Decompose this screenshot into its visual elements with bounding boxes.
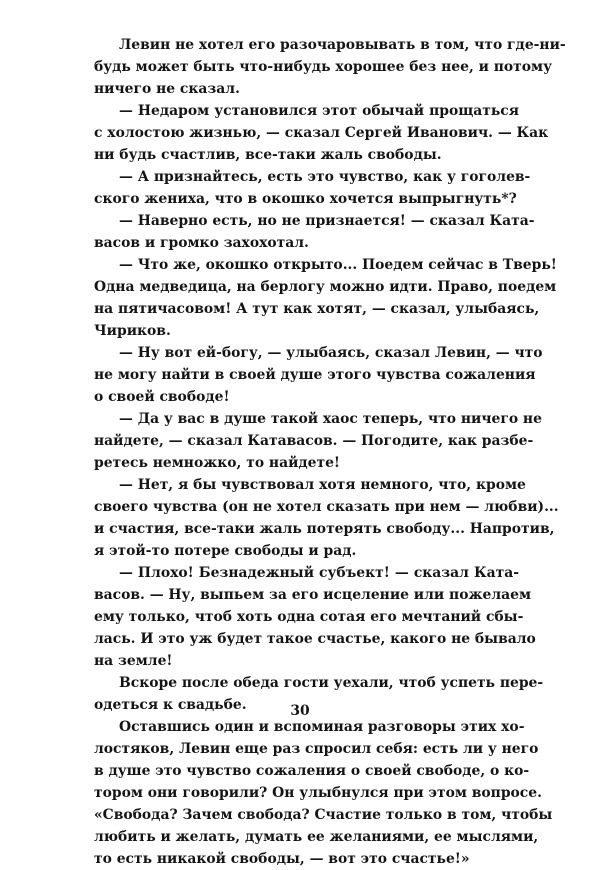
paragraph bbox=[94, 34, 566, 100]
text-line: Вскоре после обеда гости уехали, чтоб успеть пере- bbox=[119, 675, 544, 691]
paragraph bbox=[94, 408, 542, 474]
text-line: ему только, чтоб хоть одна сотая его мечтаний сбы- bbox=[94, 609, 524, 625]
text-line: «Свобода? Зачем свобода? Счастие только в том, чтобы bbox=[94, 807, 553, 823]
text-line: будь может быть что-нибудь хорошее без нее, и потому bbox=[94, 59, 553, 75]
text-line: — Плохо! Безнадежный субъект! — сказал Ката- bbox=[119, 565, 519, 581]
text-line: на пятичасовом! А тут как хотят, — сказал, улыбаясь, bbox=[94, 301, 540, 317]
text-line: на земле! bbox=[94, 653, 173, 669]
text-line: одеться к свадьбе. bbox=[94, 697, 247, 713]
text-line: — Наверно есть, но не признается! — сказал Ката- bbox=[119, 213, 535, 229]
text-line: не могу найти в своей душе этого чувства сожаления bbox=[94, 367, 536, 383]
paragraph bbox=[94, 100, 549, 166]
text-line: ни будь счастлив, все-таки жаль свободы. bbox=[94, 147, 442, 163]
text-line: лостяков, Левин еще раз спросил себя: есть ли у него bbox=[94, 741, 539, 757]
text-line: своего чувства (он не хотел сказать при нем — любви)... bbox=[94, 499, 559, 515]
text-line: васов и громко захохотал. bbox=[94, 235, 309, 251]
text-line: с холостою жизнью, — сказал Сергей Иванович. — Как bbox=[94, 125, 549, 141]
text-line: любить и желать, думать ее желаниями, ее мыслями, bbox=[94, 829, 539, 845]
text-line: я этой-то потере свободы и рад. bbox=[94, 543, 357, 559]
text-line: Одна медведица, на берлогу можно идти. Право, поедем bbox=[94, 279, 557, 295]
text-line: найдете, — сказал Катавасов. — Погодите, как разбе- bbox=[94, 433, 534, 449]
paragraph bbox=[94, 474, 559, 562]
paragraph bbox=[94, 210, 535, 254]
text-line: — Недаром установился этот обычай прощаться bbox=[119, 103, 519, 119]
text-line: о своей свободе! bbox=[94, 389, 230, 405]
text-line: — Ну вот ей-богу, — улыбаясь, сказал Левин, — что bbox=[119, 345, 543, 361]
text-line: то есть никакой свободы, — вот это счастье!» bbox=[94, 851, 470, 867]
paragraph bbox=[94, 716, 553, 870]
text-line: ничего не сказал. bbox=[94, 81, 240, 97]
paragraph bbox=[94, 562, 536, 672]
text-line: в душе это чувство сожаления о своей свободе, о ко- bbox=[94, 763, 530, 779]
text-line: — Нет, я бы чувствовал хотя немного, что, кроме bbox=[119, 477, 526, 493]
text-line: ретесь немножко, то найдете! bbox=[94, 455, 341, 471]
text-line: лась. И это уж будет такое счастье, какого не бывало bbox=[94, 631, 536, 647]
text-line: ского жениха, что в окошко хочется выпрыгнуть*? bbox=[94, 191, 517, 207]
text-line: и счастия, все-таки жаль потерять свободу... Напротив, bbox=[94, 521, 555, 537]
book-page-text bbox=[94, 34, 566, 870]
paragraph bbox=[94, 166, 531, 210]
text-line: — А признайтесь, есть это чувство, как у гоголев- bbox=[119, 169, 531, 185]
text-line: васов. — Ну, выпьем за его исцеление или пожелаем bbox=[94, 587, 532, 603]
text-line: — Да у вас в душе такой хаос теперь, что ничего не bbox=[119, 411, 542, 427]
paragraph bbox=[94, 342, 543, 408]
text-line: тором они говорили? Он улыбнулся при этом вопросе. bbox=[94, 785, 542, 801]
text-line: — Что же, окошко открыто... Поедем сейчас в Тверь! bbox=[119, 257, 557, 273]
paragraph bbox=[94, 254, 557, 342]
text-line: Чириков. bbox=[94, 323, 171, 339]
text-line: Оставшись один и вспоминая разговоры этих хо- bbox=[119, 719, 525, 735]
text-line: Левин не хотел его разочаровывать в том, что где-ни- bbox=[119, 37, 566, 53]
page-number: 30 bbox=[290, 703, 310, 719]
